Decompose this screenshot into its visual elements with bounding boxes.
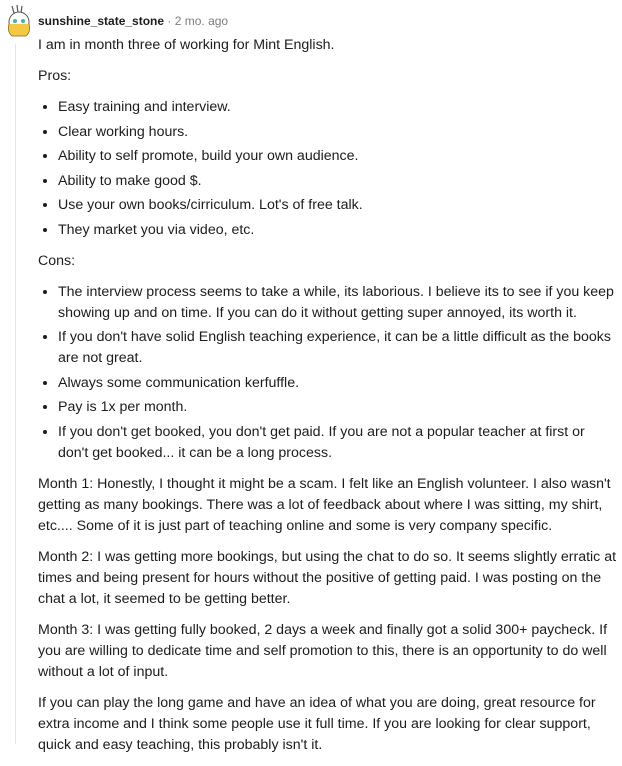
list-item: • Ability to self promote, build your own audience.	[58, 146, 618, 167]
paragraph-conclusion: If you can play the long game and have an idea of what you are doing, great resource for extra income and I think some people use it full time. If you are looking for clear support, quick and easy teaching, this probably isn't it.	[38, 694, 596, 753]
list-item: • Always some communication kerfuffle.	[58, 373, 618, 394]
paragraph-month-2: Month 2: I was getting more bookings, but using the chat to do so. It seems slightly erratic at times and being present for hours without the positive of getting paid. I was posting on the chat a lot, it seemed to be getting better.	[38, 548, 617, 607]
pros-list	[38, 97, 618, 241]
list-item: • Pay is 1x per month.	[58, 397, 618, 418]
intro-text: I am in month three of working for Mint English.	[38, 37, 335, 53]
comment-body	[38, 35, 618, 766]
list-item: • Use your own books/cirriculum. Lot's of free talk.	[58, 195, 618, 216]
list-item: • The interview process seems to take a while, its laborious. I believe its to see if you keep showing up and on time. If you can do it without getting super annoyed, its worth it.	[58, 282, 618, 324]
list-item: • They market you via video, etc.	[58, 220, 618, 241]
username-link[interactable]: sunshine_state_stone	[38, 14, 165, 28]
comment-header	[38, 14, 228, 28]
cons-label: Cons:	[38, 252, 76, 269]
paragraph-month-1: Month 1: Honestly, I thought it might be a scam. I felt like an English volunteer. I also wasn't getting as many bookings. There was a lot of feedback about where I was sitting, my shirt, etc.... Some of it is just part of teaching online and some is very company specific.	[38, 475, 611, 534]
thread-line[interactable]	[15, 44, 16, 744]
pros-label: Pros:	[38, 68, 72, 84]
list-item: • Clear working hours.	[58, 122, 618, 143]
timestamp[interactable]: 2 mo. ago	[174, 14, 229, 28]
cons-list	[38, 282, 618, 464]
list-item: • Easy training and interview.	[58, 97, 618, 118]
user-avatar[interactable]	[4, 4, 34, 38]
paragraph-month-3: Month 3: I was getting fully booked, 2 days a week and finally got a solid 300+ paycheck. If you are willing to dedicate time and self promotion to this, there is an opportunity to do well without a lot of input.	[38, 621, 608, 680]
list-item: • Ability to make good $.	[58, 171, 618, 192]
list-item: • If you don't have solid English teaching experience, it can be a little difficult as the books are not great.	[58, 327, 618, 369]
list-item: • If you don't get booked, you don't get paid. If you are not a popular teacher at first or don't get booked... it can be a long process.	[58, 422, 618, 464]
separator: ·	[167, 14, 172, 28]
